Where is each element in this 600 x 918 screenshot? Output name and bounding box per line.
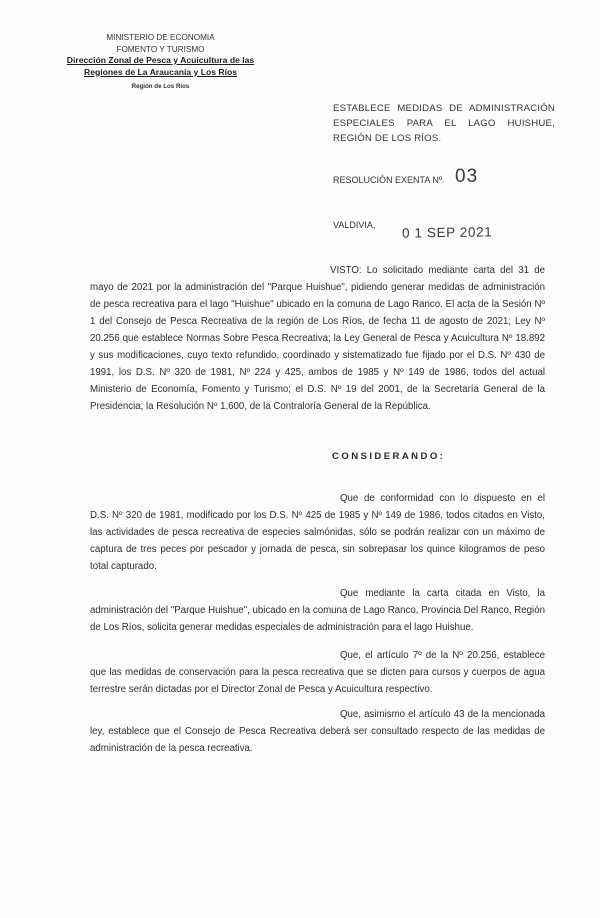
region-name: Región de Los Ríos bbox=[131, 83, 190, 90]
considerando-paragraph-2 bbox=[90, 585, 545, 636]
considerando-text-2: Que mediante la carta citada en Visto, la administración del "Parque Huishue", ubicado en la comuna de Lago Ranco, Provincia Del Ranco, Región de Los Ríos, solicita generar medidas especiales de administración para el lago Huishue. bbox=[90, 588, 545, 633]
considerando-text-3: Que, el artículo 7º de la Nº 20.256, establece que las medidas de conservación para la pesca recreativa que se dicten para cursos y cuerpos de agua terrestre serán dictadas por el Director Zonal de Pesca y Acuicultura respectivo. bbox=[90, 650, 545, 695]
considerando-paragraph-1 bbox=[90, 490, 545, 575]
resolution-number: 03 bbox=[455, 166, 479, 187]
resolution-label: RESOLUCIÓN EXENTA Nº bbox=[333, 175, 443, 185]
directorate-regions: Regiones de La Araucanía y Los Ríos bbox=[84, 66, 237, 77]
considerando-paragraph-3 bbox=[90, 647, 545, 698]
considerando-text-1: Que de conformidad con lo dispuesto en el D.S. Nº 320 de 1981, modificado por los D.S. Nº 425 de 1985 y Nº 149 de 1986, todos citados en Visto, las actividades de pesca recreativa de especies salmónidas, sólo se podrán realizar con un máximo de captura de tres peces por pescador y jornada de pesca, sin sobrepasar los quince kilogramos de peso total capturado. bbox=[90, 493, 545, 572]
place-label: VALDIVIA, bbox=[333, 220, 376, 230]
ministry-subname: FOMENTO Y TURISMO bbox=[116, 44, 205, 54]
ministry-name: MINISTERIO DE ECONOMIA bbox=[106, 33, 215, 42]
considerando-text-4: Que, asimismo el artículo 43 de la mencionada ley, establece que el Consejo de Pesca Recreativa deberá ser consultado respecto de las medidas de administración de la pesca recreativa. bbox=[90, 709, 545, 754]
considerando-paragraph-4 bbox=[90, 706, 545, 757]
date-stamp: 0 1 SEP 2021 bbox=[401, 224, 493, 241]
visto-text: VISTO: Lo solicitado mediante carta del 31 de mayo de 2021 por la administración del "Parque Huishue", pidiendo generar medidas de administración de pesca recreativa para el lago "Huishue" ubicado en la comuna de Lago Ranco. El acta de la Sesión Nº 1 del Consejo de Pesca Recreativa de la región de Los Ríos, de fecha 11 de agosto de 2021; Ley Nº 20.256 que establece Normas Sobre Pesca Recreativa; la Ley General de Pesca y Acuicultura Nº 18.892 y sus modificaciones, cuyo texto refundido, coordinado y sistematizado fue fijado por el D.S. Nº 430 de 1991, los D.S. Nº 320 de 1981, Nº 224 y 425, ambos de 1985 y Nº 149 de 1986, todos del actual Ministerio de Economía, Fomento y Turismo; el D.S. Nº 19 del 2001, de la Secretaría General de la Presidencia; la Resolución Nº 1.600, de la Contraloría General de la República. bbox=[90, 265, 545, 412]
letterhead bbox=[58, 32, 263, 93]
resolution-subject: ESTABLECE MEDIDAS DE ADMINISTRACIÓN ESPECIALES PARA EL LAGO HUISHUE, REGIÓN DE LOS RÍOS. bbox=[333, 103, 555, 144]
directorate-name: Dirección Zonal de Pesca y Acuicultura de las bbox=[66, 55, 255, 65]
considerando-heading: CONSIDERANDO: bbox=[332, 451, 446, 462]
visto-paragraph bbox=[90, 262, 545, 415]
